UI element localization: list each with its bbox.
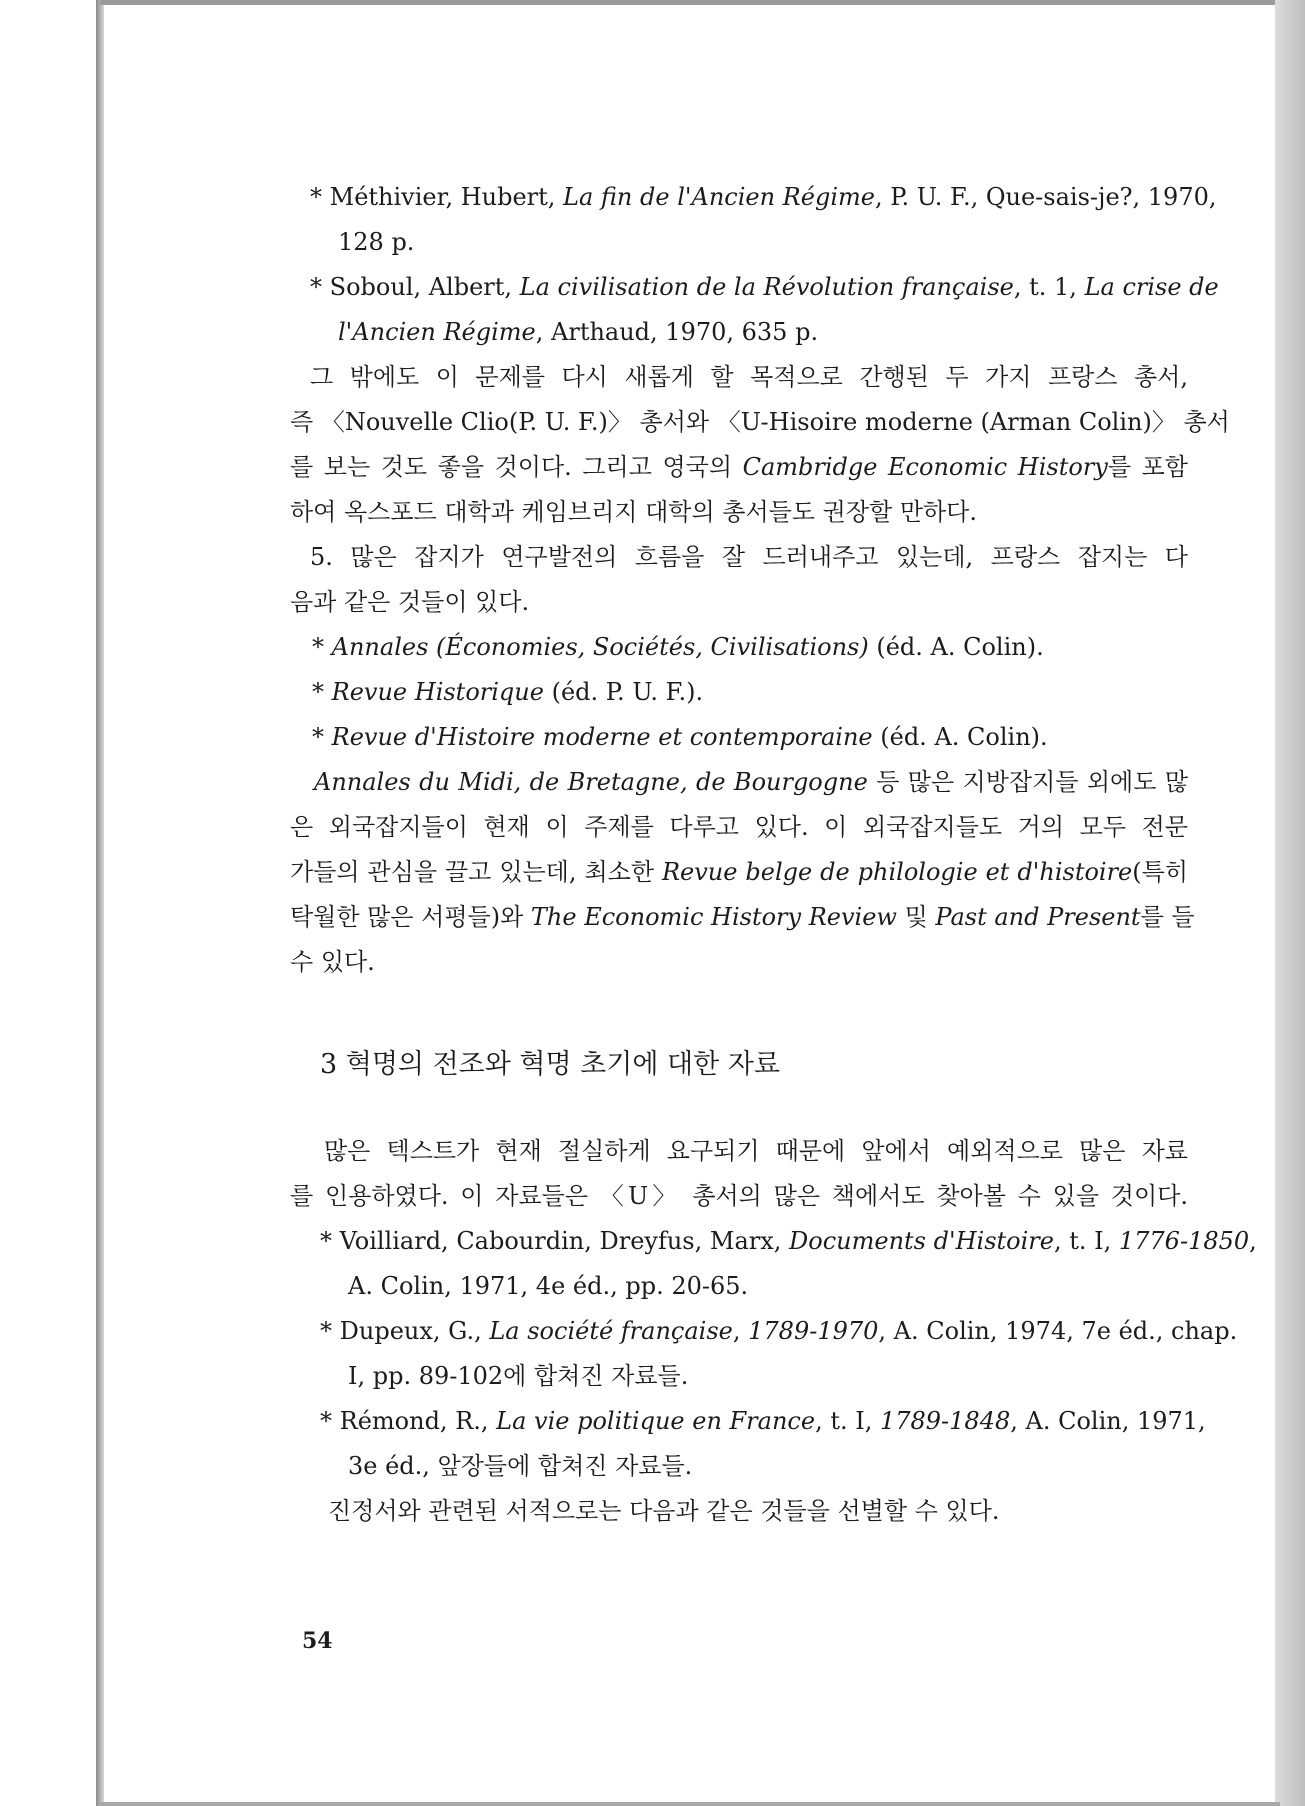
paragraph-line: 음과 같은 것들이 있다.: [290, 588, 530, 616]
text-run: * Rémond, R.,: [320, 1407, 497, 1435]
paragraph-line: 하여 옥스포드 대학과 케임브리지 대학의 총서들도 권장할 만하다.: [290, 498, 977, 526]
book-title: 1789-1848: [879, 1407, 1011, 1435]
paragraph-line: 그 밖에도 이 문제를 다시 새롭게 할 목적으로 간행된 두 가지 프랑스 총서,: [310, 363, 1188, 391]
paragraph-line: 를 인용하였다. 이 자료들은 〈U〉 총서의 많은 책에서도 찾아볼 수 있을 것이다.: [290, 1182, 1188, 1210]
text-run: * Voilliard, Cabourdin, Dreyfus, Marx,: [320, 1227, 790, 1255]
text-run: 등 많은 지방잡지들 외에도 많: [867, 768, 1188, 796]
page-top-edge: [100, 0, 1280, 5]
page-bottom-edge: [100, 1802, 1280, 1806]
paragraph-line: 5. 많은 잡지가 연구발전의 흐름을 잘 드러내주고 있는데, 프랑스 잡지는 다: [310, 543, 1188, 571]
book-title: 1789-1970: [748, 1317, 879, 1345]
paragraph-line: 수 있다.: [290, 948, 375, 976]
paragraph-line: 진정서와 관련된 서적으로는 다음과 같은 것들을 선별할 수 있다.: [328, 1497, 1000, 1525]
text-run: , t. 1,: [1013, 273, 1085, 301]
journal-title: Revue belge de philologie et d'histoire: [661, 858, 1133, 886]
journal-title: Annales du Midi, de Bretagne, de Bourgogne: [314, 768, 868, 796]
journal-title: Annales (Économies, Sociétés, Civilisations): [331, 633, 869, 661]
journal-entry-annales: [312, 630, 1188, 664]
text-run: , A. Colin, 1974, 7e éd., chap.: [878, 1317, 1238, 1345]
source-entry-voilliard: [320, 1224, 1257, 1258]
book-title: 1776-1850: [1118, 1227, 1250, 1255]
text-run: 및: [896, 903, 936, 931]
bib-entry-methivier: [310, 180, 1217, 214]
text-run: , Arthaud, 1970, 635 p.: [535, 318, 819, 346]
text-run: 가들의 관심을 끌고 있는데, 최소한: [290, 858, 662, 886]
bib-entry-methivier-cont: 128 p.: [338, 228, 415, 256]
journal-entry-revue-historique: [312, 675, 1188, 709]
bib-entry-soboul: [310, 270, 1219, 304]
paragraph-line: 즉 〈Nouvelle Clio(P. U. F.)〉 총서와 〈U-Hisoire moderne (Arman Colin)〉 총서: [290, 408, 1230, 436]
journal-title: Revue Historique: [331, 678, 544, 706]
paragraph-line: 많은 텍스트가 현재 절실하게 요구되기 때문에 앞에서 예외적으로 많은 자료: [324, 1137, 1188, 1165]
text-run: , t. I,: [1053, 1227, 1119, 1255]
section-heading: 3 혁명의 전조와 혁명 초기에 대한 자료: [320, 1049, 780, 1080]
text-run: (éd. A. Colin).: [872, 723, 1048, 751]
text-run: 를 들: [1140, 903, 1195, 931]
book-title: La crise de: [1084, 273, 1219, 301]
text-run: 탁월한 많은 서평들)와: [290, 903, 531, 931]
text-run: (éd. P. U. F.).: [543, 678, 704, 706]
source-entry-remond-cont: 3e éd., 앞장들에 합쳐진 자료들.: [348, 1452, 693, 1480]
paragraph-line: [290, 450, 1188, 484]
source-entry-voilliard-cont: A. Colin, 1971, 4e éd., pp. 20-65.: [348, 1272, 749, 1300]
source-entry-dupeux-cont: I, pp. 89-102에 합쳐진 자료들.: [348, 1362, 689, 1390]
book-title: Documents d'Histoire: [789, 1227, 1054, 1255]
text-run: * Méthivier, Hubert,: [310, 183, 564, 211]
journal-entry-revue-histoire-moderne: [312, 720, 1188, 754]
paragraph-line: [290, 855, 1188, 889]
book-title: La société française: [489, 1317, 733, 1345]
text-run: , t. I,: [815, 1407, 880, 1435]
text-run: *: [312, 633, 332, 661]
text-run: 를 포함: [1107, 453, 1188, 481]
text-run: * Dupeux, G.,: [320, 1317, 490, 1345]
book-title: La vie politique en France: [496, 1407, 816, 1435]
journal-title: The Economic History Review: [530, 903, 897, 931]
book-title: La fin de l'Ancien Régime: [563, 183, 875, 211]
book-title: l'Ancien Régime: [338, 318, 536, 346]
page-number: 54: [302, 1628, 333, 1654]
book-title: La civilisation de la Révolution française: [519, 273, 1014, 301]
journal-title: Past and Present: [935, 903, 1141, 931]
text-run: * Soboul, Albert,: [310, 273, 520, 301]
text-run: (éd. A. Colin).: [868, 633, 1044, 661]
text-run: *: [312, 678, 332, 706]
bib-entry-soboul-cont: [338, 315, 1188, 349]
text-run: (특히: [1132, 858, 1188, 886]
text-run: 를 보는 것도 좋을 것이다. 그리고 영국의: [290, 453, 743, 481]
text-run: , A. Colin, 1971,: [1010, 1407, 1206, 1435]
journal-title: Revue d'Histoire moderne et contemporaine: [331, 723, 873, 751]
paragraph-line: [314, 765, 1188, 799]
page-left-edge: [96, 0, 104, 1806]
book-title: Cambridge Economic History: [742, 453, 1108, 481]
text-run: ,: [1249, 1227, 1257, 1255]
paragraph-line: 은 외국잡지들이 현재 이 주제를 다루고 있다. 이 외국잡지들도 거의 모두 전문: [290, 813, 1188, 841]
text-run: ,: [732, 1317, 749, 1345]
page-right-edge: [1275, 0, 1305, 1806]
source-entry-dupeux: [320, 1314, 1238, 1348]
text-run: , P. U. F., Que-sais-je?, 1970,: [874, 183, 1217, 211]
paragraph-line: [290, 900, 1195, 934]
source-entry-remond: [320, 1404, 1206, 1438]
text-run: *: [312, 723, 332, 751]
